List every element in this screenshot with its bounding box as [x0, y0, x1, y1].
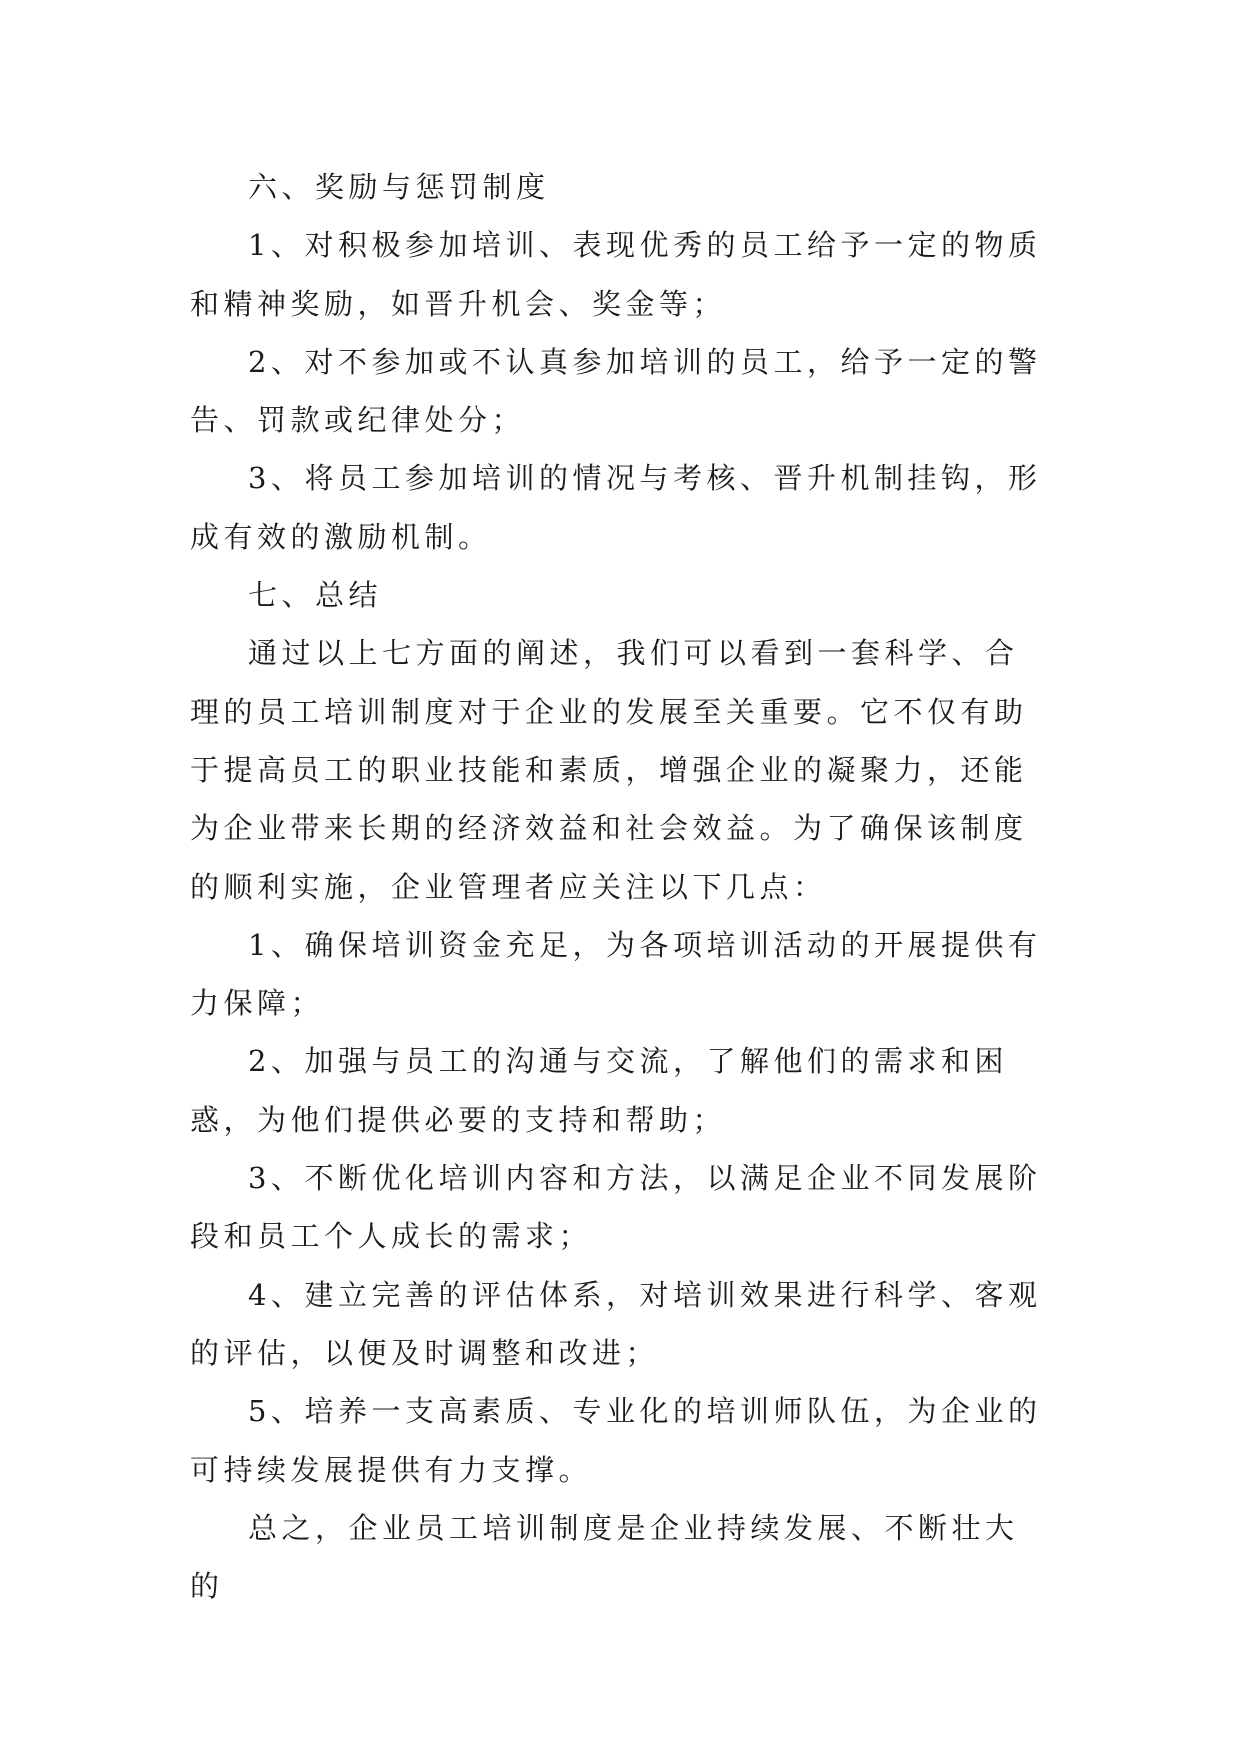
- summary-item-1: 1、确保培训资金充足，为各项培训活动的开展提供有力保障；: [190, 927, 1042, 1021]
- summary-item-4: 4、建立完善的评估体系，对培训效果进行科学、客观的评估，以便及时调整和改进；: [190, 1277, 1042, 1370]
- section-heading-rewards: 六、奖励与惩罚制度: [248, 170, 550, 204]
- summary-item-3: 3、不断优化培训内容和方法，以满足企业不同发展阶段和员工个人成长的需求；: [190, 1161, 1042, 1254]
- conclusion-paragraph: 总之，企业员工培训制度是企业持续发展、不断壮大的: [190, 1510, 1019, 1604]
- document-body: [190, 158, 1050, 1615]
- summary-intro-paragraph: 通过以上七方面的阐述，我们可以看到一套科学、合理的员工培训制度对于企业的发展至关重要。它不仅有助于提高员工的职业技能和素质，增强企业的凝聚力，还能为企业带来长期的经济效益和社会效益。为了确保该制度的顺利实施，企业管理者应关注以下几点：: [190, 636, 1028, 904]
- rewards-item-2: 2、对不参加或不认真参加培训的员工，给予一定的警告、罚款或纪律处分；: [190, 344, 1042, 438]
- rewards-item-3: 3、将员工参加培训的情况与考核、晋升机制挂钩，形成有效的激励机制。: [190, 461, 1042, 554]
- rewards-item-1: 1、对积极参加培训、表现优秀的员工给予一定的物质和精神奖励，如晋升机会、奖金等；: [190, 228, 1042, 321]
- summary-item-5: 5、培养一支高素质、专业化的培训师队伍，为企业的可持续发展提供有力支撑。: [190, 1394, 1042, 1487]
- summary-item-2: 2、加强与员工的沟通与交流，了解他们的需求和困惑，为他们提供必要的支持和帮助；: [190, 1044, 1008, 1137]
- section-heading-summary: 七、总结: [248, 578, 383, 613]
